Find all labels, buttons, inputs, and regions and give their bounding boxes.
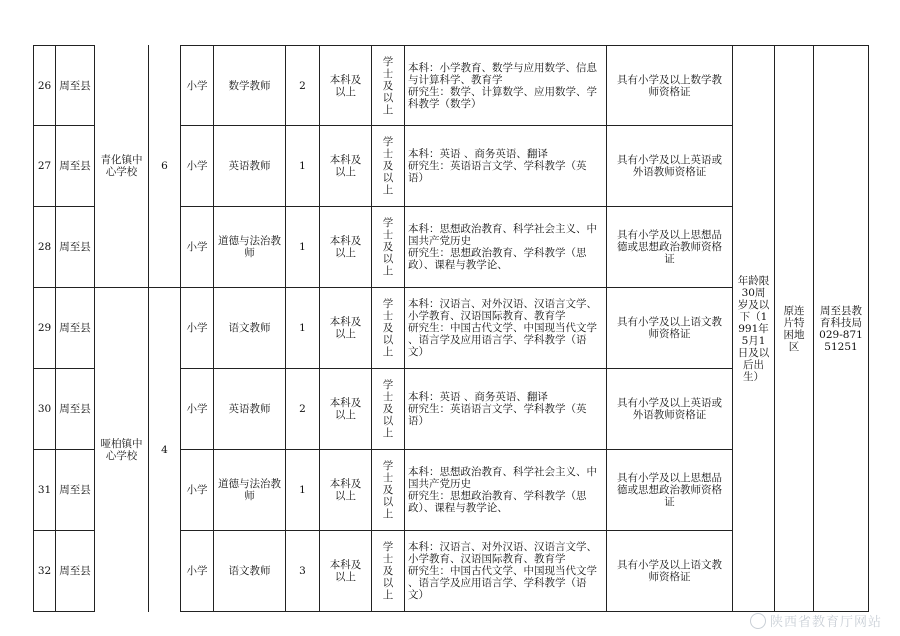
major-line: 文） <box>408 346 429 358</box>
major-requirements-cell <box>404 530 607 612</box>
subject-cell: 道德与法治教师 <box>213 449 286 531</box>
major-line: 语） <box>408 415 429 427</box>
major-line: 语） <box>408 172 429 184</box>
education-cell: 本科及以上 <box>319 45 372 126</box>
county-cell: 周至县 <box>55 287 95 369</box>
major-line: 研究生：英语语言文学、学科教学（英 <box>408 403 587 415</box>
contact-cell: 周至县教育科技局029-87151251 <box>813 45 869 612</box>
major-line: 与计算科学、教育学 <box>408 73 503 86</box>
major-requirements-cell <box>404 206 607 288</box>
major-requirements-cell <box>404 368 607 450</box>
major-line: 本科：汉语言、对外汉语、汉语言文学、 <box>408 298 597 310</box>
school-level-cell: 小学 <box>180 206 214 288</box>
subject-cell: 数学教师 <box>213 45 286 126</box>
degree-cell: 学士及以上 <box>371 125 405 207</box>
subject-cell: 语文教师 <box>213 287 286 369</box>
row-number: 26 <box>33 45 56 126</box>
post-count-cell: 1 <box>285 125 320 207</box>
major-line: 研究生：思想政治教育、学科教学（思 <box>408 247 587 259</box>
major-requirements-cell <box>404 287 607 369</box>
major-line: 研究生：中国古代文学、中国现当代文学 <box>408 322 597 334</box>
major-line: 科教学（数学） <box>408 97 482 110</box>
certificate-cell: 具有小学及以上语文教师资格证 <box>606 530 733 612</box>
major-line: 政）、课程与教学论、 <box>408 259 508 271</box>
certificate-cell: 具有小学及以上思想品德或思想政治教师资格证 <box>606 449 733 531</box>
degree-cell: 学士及以上 <box>371 287 405 369</box>
post-count-cell: 1 <box>285 206 320 288</box>
major-lines <box>408 541 604 601</box>
major-lines <box>408 391 604 427</box>
school-level-cell: 小学 <box>180 368 214 450</box>
certificate-cell: 具有小学及以上英语或外语教师资格证 <box>606 368 733 450</box>
school-level-cell: 小学 <box>180 449 214 531</box>
major-line: 国共产党历史 <box>408 478 471 490</box>
degree-cell: 学士及以上 <box>371 45 405 126</box>
major-line: 本科：汉语言、对外汉语、汉语言文学、 <box>408 541 597 553</box>
post-count-cell: 1 <box>285 287 320 369</box>
school-level-cell: 小学 <box>180 530 214 612</box>
school-level-cell: 小学 <box>180 287 214 369</box>
certificate-cell: 具有小学及以上数学教师资格证 <box>606 45 733 126</box>
major-line: 研究生：思想政治教育、学科教学（思 <box>408 490 587 502</box>
degree-cell: 学士及以上 <box>371 368 405 450</box>
post-count-cell: 2 <box>285 45 320 126</box>
row-number: 29 <box>33 287 56 369</box>
watermark-text: 陕西省教育厅网站 <box>769 615 882 630</box>
major-line: 本科：英语 、商务英语、翻译 <box>408 148 548 160</box>
county-cell: 周至县 <box>55 125 95 207</box>
major-line: 研究生：数学、计算数学、应用数学、学 <box>408 85 597 98</box>
certificate-cell: 具有小学及以上英语或外语教师资格证 <box>606 125 733 207</box>
post-count-cell: 3 <box>285 530 320 612</box>
major-line: 、语言学及应用语言学、学科教学（语 <box>408 334 587 346</box>
major-line: 国共产党历史 <box>408 235 471 247</box>
education-cell: 本科及以上 <box>319 368 372 450</box>
row-number: 31 <box>33 449 56 531</box>
certificate-cell: 具有小学及以上思想品德或思想政治教师资格证 <box>606 206 733 288</box>
education-cell: 本科及以上 <box>319 206 372 288</box>
major-line: 文） <box>408 589 429 601</box>
education-cell: 本科及以上 <box>319 125 372 207</box>
subject-cell: 语文教师 <box>213 530 286 612</box>
school-total-cell: 6 <box>148 45 181 288</box>
post-count-cell: 1 <box>285 449 320 531</box>
site-logo-icon <box>750 613 766 629</box>
school-name-cell: 青化镇中心学校 <box>94 45 149 288</box>
major-lines <box>408 62 604 110</box>
education-cell: 本科及以上 <box>319 449 372 531</box>
row-number: 30 <box>33 368 56 450</box>
major-line: 小学教育、汉语国际教育、教育学 <box>408 553 566 565</box>
subject-cell: 英语教师 <box>213 125 286 207</box>
county-cell: 周至县 <box>55 368 95 450</box>
school-level-cell: 小学 <box>180 45 214 126</box>
major-requirements-cell <box>404 125 607 207</box>
major-requirements-cell <box>404 449 607 531</box>
major-line: 本科：思想政治教育、科学社会主义、中 <box>408 223 597 235</box>
major-lines <box>408 148 604 184</box>
major-line: 研究生：中国古代文学、中国现当代文学 <box>408 565 597 577</box>
major-line: 、语言学及应用语言学、学科教学（语 <box>408 577 587 589</box>
area-cell: 原连片特困地区 <box>774 45 814 612</box>
row-number: 27 <box>33 125 56 207</box>
subject-cell: 道德与法治教师 <box>213 206 286 288</box>
major-line: 小学教育、汉语国际教育、教育学 <box>408 310 566 322</box>
degree-cell: 学士及以上 <box>371 530 405 612</box>
age-requirement-cell: 年龄限30周岁及以下（1991年5月1日及以后出生） <box>732 45 775 612</box>
major-line: 本科：思想政治教育、科学社会主义、中 <box>408 466 597 478</box>
major-lines <box>408 223 604 271</box>
major-line: 本科：小学教育、数学与应用数学、信息 <box>408 61 597 74</box>
row-number: 28 <box>33 206 56 288</box>
post-count-cell: 2 <box>285 368 320 450</box>
major-lines <box>408 298 604 358</box>
county-cell: 周至县 <box>55 449 95 531</box>
school-level-cell: 小学 <box>180 125 214 207</box>
subject-cell: 英语教师 <box>213 368 286 450</box>
county-cell: 周至县 <box>55 206 95 288</box>
watermark <box>750 611 882 630</box>
school-name-cell: 哑柏镇中心学校 <box>94 287 149 612</box>
certificate-cell: 具有小学及以上语文教师资格证 <box>606 287 733 369</box>
school-total-cell: 4 <box>148 287 181 612</box>
major-line: 研究生：英语语言文学、学科教学（英 <box>408 160 587 172</box>
major-requirements-cell <box>404 45 607 126</box>
degree-cell: 学士及以上 <box>371 206 405 288</box>
row-number: 32 <box>33 530 56 612</box>
major-lines <box>408 466 604 514</box>
education-cell: 本科及以上 <box>319 530 372 612</box>
major-line: 本科：英语 、商务英语、翻译 <box>408 391 548 403</box>
county-cell: 周至县 <box>55 530 95 612</box>
education-cell: 本科及以上 <box>319 287 372 369</box>
degree-cell: 学士及以上 <box>371 449 405 531</box>
major-line: 政）、课程与教学论、 <box>408 502 508 514</box>
county-cell: 周至县 <box>55 45 95 126</box>
